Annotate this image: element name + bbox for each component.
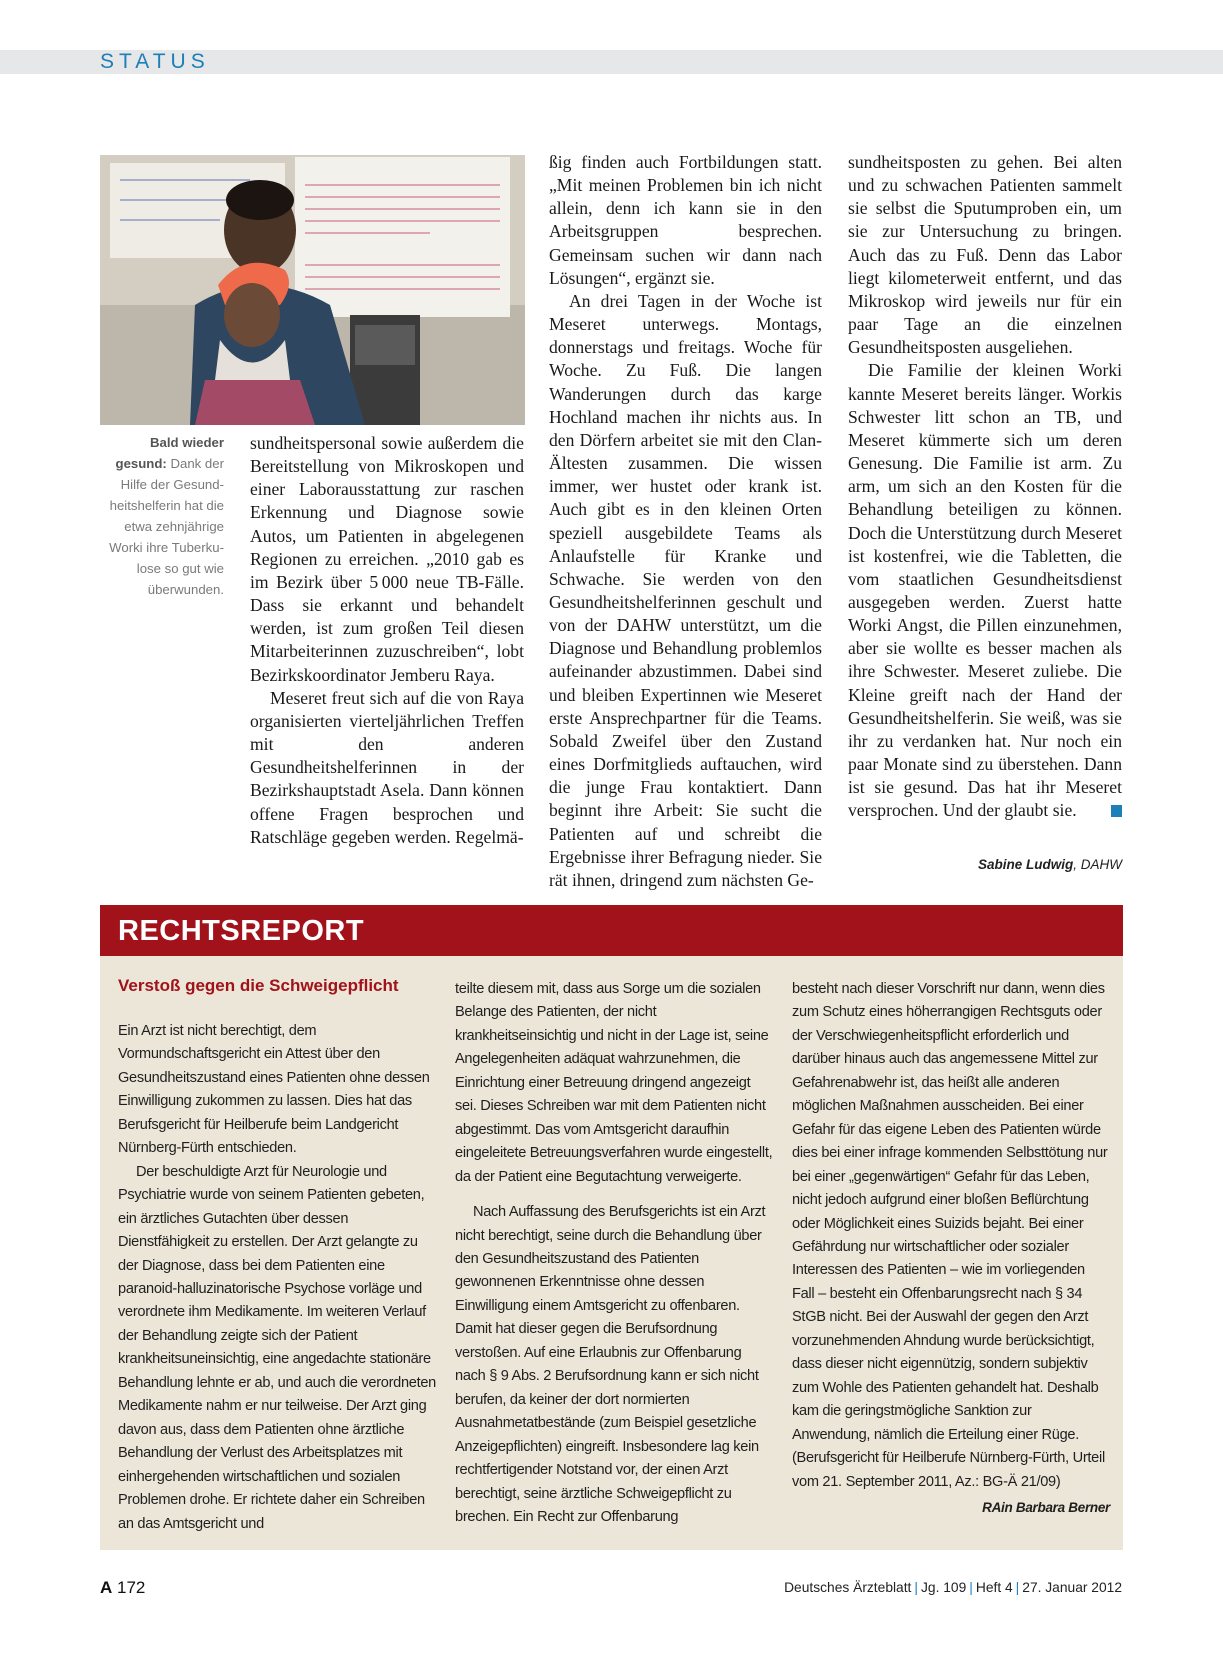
caption-lead: Bald wieder gesund:	[115, 435, 224, 471]
separator: |	[914, 1580, 918, 1595]
paragraph: Der beschuldigte Arzt für Neurologie und Psychiatrie wurde von seinem Patienten gebeten, ein ärztliches Gutachten über dessen Dienstfähigkeit zu erstellen. Der Arzt gelangte zu der Diagnose, dass bei dem Patienten eine paranoid-halluzinatorische Psychose vorläge und verordnete ihm Medikamente. Im weiteren Verlauf der Behandlung zeigte sich der Patient krankheitsuneinsichtig, eine angedachte stationäre Behandlung lehnte er ab, und auch die verordneten Medikamente nahm er nur teilweise. Der Arzt ging davon aus, dass dem Patienten ohne ärztliche Behandlung der Verlust des Arbeitsplatzes mit einhergehenden wirtschaftlichen und sozialen Problemen drohe. Er richtete daher ein Schreiben an das Amtsgericht und	[118, 1163, 436, 1532]
paragraph: An drei Tagen in der Woche ist Meseret unterwegs. Montags, donnerstags und freitags. Woche für Woche. Zu Fuß. Die langen Wanderungen durch das karge Hochland machen ihr nichts aus. In den Dörfern arbeitet sie mit den Clan-Ältesten zusammen. Die wissen immer, wer hustet oder krank ist. Auch gibt es in den kleinen Orten speziell ausgebildete Teams als Anlaufstelle für Kranke und Schwache. Sie werden von den Gesundheitshelferinnen geschult und von der DAHW unterstützt, um die Diagnose und Behandlung problemlos aufeinander abzustimmen. Dabei sind und bleiben Expertinnen wie Meseret erste Ansprechpartner für die Teams. Sobald Zweifel über den Zustand eines Dorfmitglieds auftauchen, wird die junge Frau kontaktiert. Dann beginnt ihre Arbeit: Sie sucht die Patienten auf und schreibt die Ergebnisse ihrer Befragung nieder. Sie rät ihnen, dringend zum nächsten Ge-	[549, 290, 822, 890]
rechtsreport-column-1	[118, 1020, 436, 1536]
journal-name: Deutsches Ärzteblatt	[784, 1580, 912, 1595]
paragraph: Nach Auffassung des Berufsgerichts ist ein Arzt nicht berechtigt, seine durch die Behandlung über den Gesundheitszustand des Patienten gewonnenen Erkenntnisse ohne dessen Einwilligung einem Amtsgericht zu offenbaren. Damit hat dieser gegen die Berufsordnung verstoßen. Auf eine Erlaubnis zur Offenbarung nach § 9 Abs. 2 Berufsordnung kann er sich nicht berufen, da keiner der dort normierten Ausnahmetatbestände (zum Beispiel gesetzliche Anzeigepflichten) eingreift. Insbesondere lag kein rechtfertigender Notstand vor, der einen Arzt berechtigt, seine ärztliche Schweigepflicht zu brechen. Ein Recht zur Offenbarung	[455, 1204, 766, 1525]
page-number	[100, 1578, 145, 1598]
journal-volume: Jg. 109	[921, 1580, 967, 1595]
journal-date: 27. Januar 2012	[1022, 1580, 1122, 1595]
paragraph: Ein Arzt ist nicht berechtigt, dem Vormundschaftsgericht ein Attest über den Gesundheitszustand eines Patienten ohne dessen Einwilligung zukommen zu lassen. Dies hat das Berufsgericht für Heilberufe beim Landgericht Nürnberg-Fürth entschieden.	[118, 1023, 430, 1157]
rechtsreport-title: RECHTSREPORT	[118, 915, 365, 947]
separator: |	[969, 1580, 973, 1595]
photo-caption	[96, 432, 224, 600]
page-prefix: A	[100, 1578, 113, 1597]
paragraph	[792, 978, 1110, 1515]
author-org: , DAHW	[1073, 857, 1122, 872]
article-photo	[100, 155, 525, 425]
paragraph-text: besteht nach dieser Vorschrift nur dann, wenn dies zum Schutz eines höherrangigen Rechtsguts oder der Verschwiegenheitspflicht erforderlich und darüber hinaus auch das angemessene Mittel zur Gefahrenabwehr ist, das heißt alle anderen möglichen Maßnahmen ausscheiden. Bei einer Gefahr für das eigene Leben des Patienten würde dies bei einer infrage kommenden Selbsttötung nur bei einer „gegenwärtigen“ Gefahr für das Leben, nicht jedoch aufgrund einer bloßen Beflürchtung oder Möglichkeit eines Suizids bejaht. Bei einer Gefährdung nur wirtschaftlicher oder sozialer Interessen des Patienten – wie im vorliegenden Fall – besteht ein Offenbarungsrecht nach § 34 StGB nicht. Bei der Auswahl der gegen den Arzt vorzunehmenden Ahndung wurde berücksichtigt, dass dieser nicht eigennützig, sondern subjektiv zum Wohle des Patienten gehandelt hat. Deshalb kam die geringstmögliche Sanktion zur Anwendung, nämlich die Erteilung einer Rüge. (Berufsgericht für Heilberufe Nürnberg-Fürth, Urteil vom 21. September 2011, Az.: BG-Ä 21/09)	[792, 981, 1108, 1490]
journal-info	[700, 1580, 1122, 1595]
page-number-value: 172	[117, 1578, 146, 1597]
paragraph: sundheitspersonal sowie außerdem die Bereitstellung von Mikroskopen und einer Laborausstattung zur raschen Erkennung und Diagnose sowie Autos, um Patienten in abgelegenen Regionen zu erreichen. „2010 gab es im Bezirk über 5 000 neue TB-Fälle. Dass sie erkannt und behandelt werden, ist zum großen Teil diesen Mitarbeiterinnen zuzuschreiben“, lobt Bezirkskoordinator Jemberu Raya.	[250, 433, 524, 685]
article-author	[848, 857, 1122, 872]
paragraph-text: Die Familie der kleinen Worki kannte Meseret bereits länger. Workis Schwester litt schon an TB, und Meseret kümmerte sich um deren Genesung. Die Familie ist arm. Zu arm, um sich an den Kosten für die Behandlung beteiligen zu können. Doch die Unterstützung durch Meseret ist kostenfrei, wie die Tabletten, die vom staatlichen Gesundheitsdienst ausgegeben werden. Zuerst hatte Worki Angst, die Pillen einzunehmen, aber sie wollte es besser machen als ihre Schwester. Meseret zuliebe. Die Kleine greift nach der Hand der Gesundheitshelferin. Sie weiß, was sie ihr zu verdanken hat. Nur noch ein paar Monate sind zu überstehen. Dann ist sie gesund. Das hat ihr Meseret versprochen. Und der glaubt sie.	[848, 360, 1122, 821]
journal-issue: Heft 4	[975, 1580, 1013, 1595]
paragraph: sundheitsposten zu gehen. Bei alten und zu schwachen Patienten sammelt sie selbst die Sputumproben ein, um sie zur Untersuchung zu bringen. Auch das zu Fuß. Denn das Labor liegt kilometerweit entfernt, und das Mikroskop wird jeweils nur für ein paar Tage an die einzelnen Gesundheitsposten ausgeliehen.	[848, 152, 1122, 358]
section-label: STATUS	[100, 50, 210, 73]
rechtsreport-author: RAin Barbara Berner	[982, 1499, 1110, 1515]
article-column-3	[848, 151, 1122, 823]
paragraph: Meseret freut sich auf die von Raya organisierten vierteljährlichen Treffen mit den anderen Gesundheitshelferinnen in der Bezirkshauptstadt Asela. Dann können offene Fragen besprochen und Ratschläge gegeben werden. Regelmä-	[250, 687, 524, 847]
caption-text: Dank der Hilfe der Gesundheitshelferin hat die etwa zehnjährige Worki ihre Tuberkulose so gut wie überwunden.	[109, 456, 224, 597]
article-column-1	[250, 432, 524, 849]
rechtsreport-subtitle: Verstoß gegen die Schweigepflicht	[118, 976, 399, 995]
rechtsreport-column-3	[792, 978, 1110, 1519]
photo-father-and-girl-icon	[100, 155, 525, 425]
separator: |	[1015, 1580, 1020, 1595]
article-column-2	[549, 151, 822, 892]
paragraph	[848, 359, 1122, 822]
author-name: Sabine Ludwig	[977, 857, 1074, 872]
end-mark-icon	[1111, 805, 1122, 817]
rechtsreport-column-2	[455, 978, 773, 1529]
paragraph: teilte diesem mit, dass aus Sorge um die sozialen Belange des Patienten, der nicht krankheitseinsichtig und nicht in der Lage ist, seine Angelegenheiten adäquat wahrzunehmen, die Einrichtung einer Betreuung dringend angezeigt sei. Dieses Schreiben war mit dem Patienten nicht abgestimmt. Das vom Amtsgericht daraufhin eingeleitete Betreuungsverfahren wurde eingestellt, da der Patient eine Begutachtung verweigerte.	[455, 981, 773, 1185]
paragraph: ßig finden auch Fortbildungen statt. „Mit meinen Problemen bin ich nicht allein, denn ich kann sie in den Arbeitsgruppen besprechen. Gemeinsam suchen wir dann nach Lösungen“, ergänzt sie.	[549, 152, 822, 288]
